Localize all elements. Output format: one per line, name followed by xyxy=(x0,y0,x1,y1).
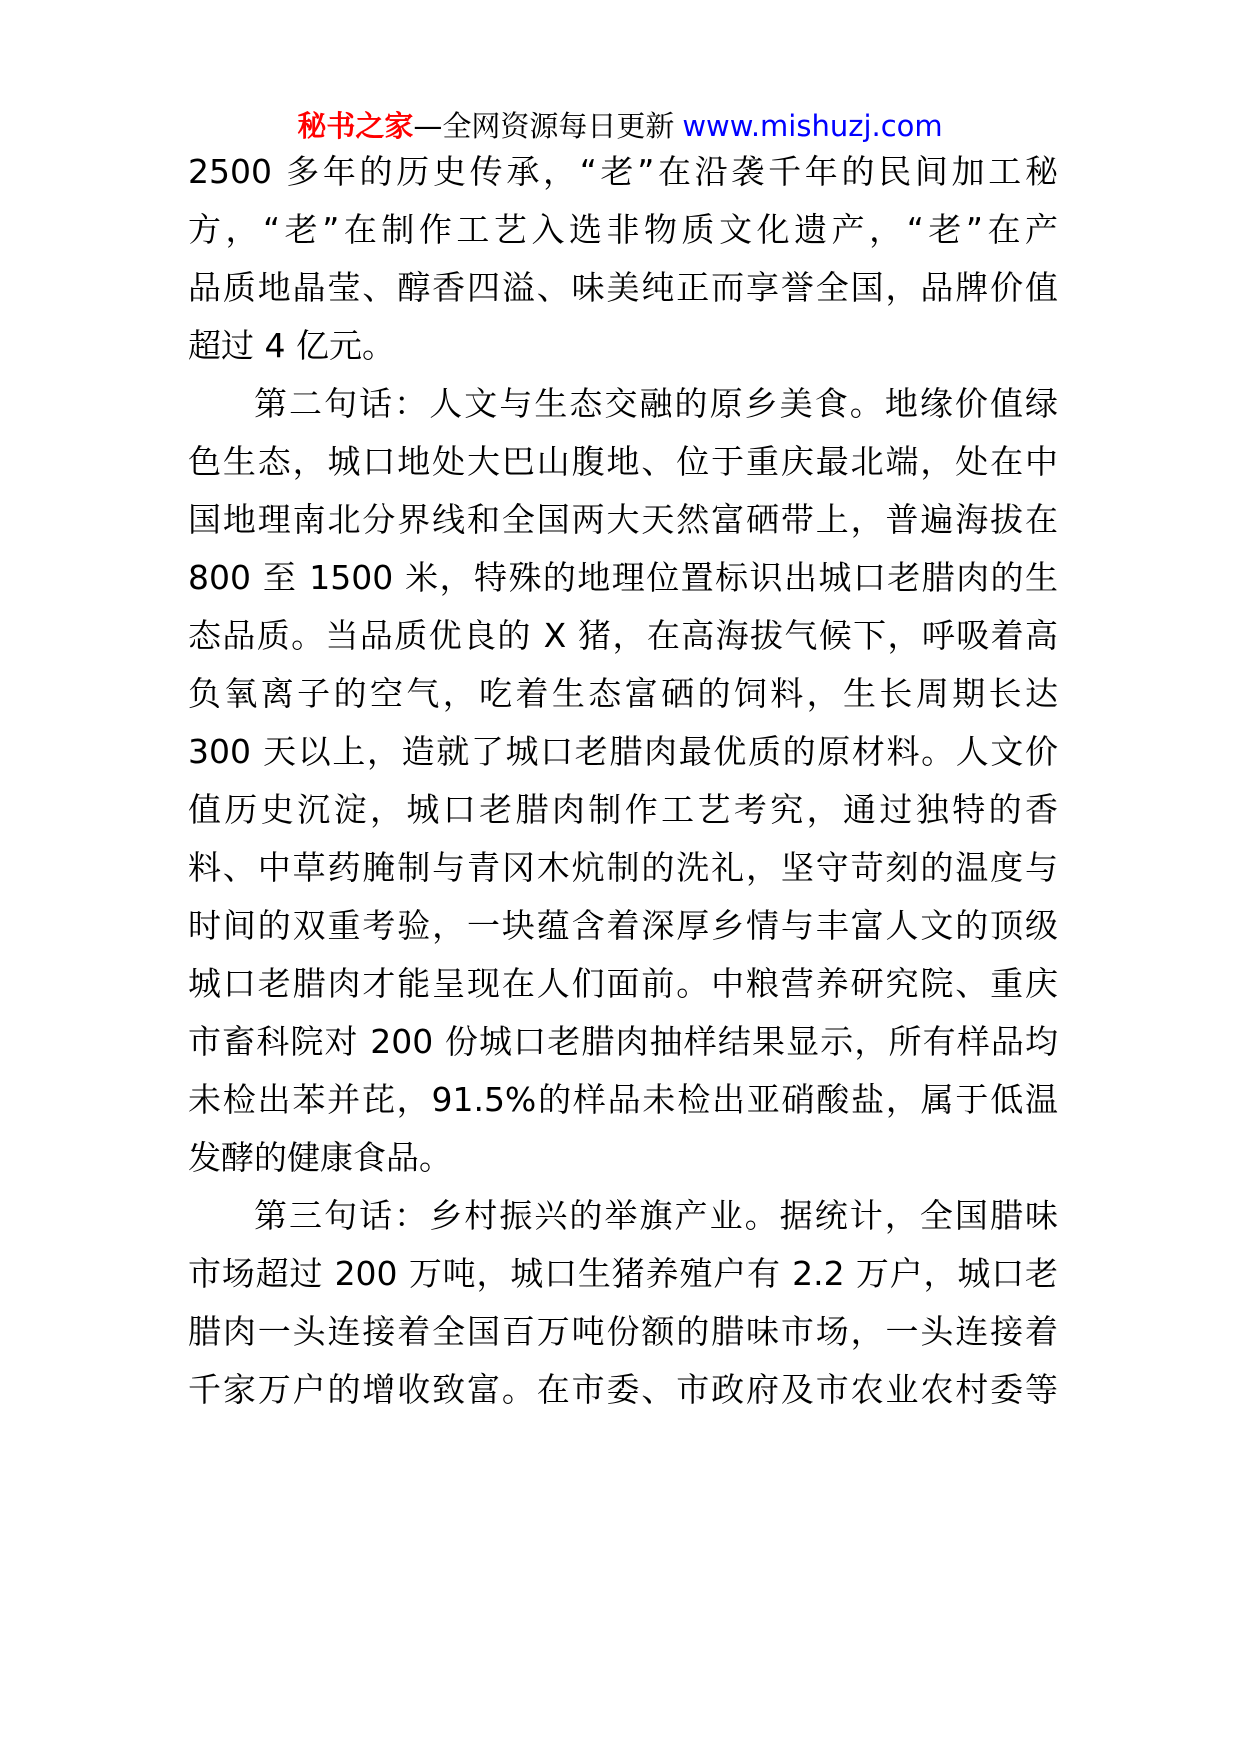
body-text-line: 负氧离子的空气，吃着生态富硒的饲料，生长周期长达 xyxy=(188,674,1058,713)
body-text-line: 国地理南北分界线和全国两大天然富硒带上，普遍海拔在 xyxy=(188,500,1058,539)
body-text-line: 未检出苯并芘，91.5%的样品未检出亚硝酸盐，属于低温 xyxy=(188,1080,1058,1119)
body-text-line: 品质地晶莹、醇香四溢、味美纯正而享誉全国，品牌价值 xyxy=(188,268,1058,307)
body-text-line: 城口老腊肉才能呈现在人们面前。中粮营养研究院、重庆 xyxy=(188,964,1058,1003)
paragraph-first-line: 第三句话：乡村振兴的举旗产业。据统计，全国腊味 xyxy=(254,1196,1058,1235)
body-text-line: 时间的双重考验，一块蕴含着深厚乡情与丰富人文的顶级 xyxy=(188,906,1058,945)
body-text-line: 腊肉一头连接着全国百万吨份额的腊味市场，一头连接着 xyxy=(188,1312,1058,1351)
body-text-line: 发酵的健康食品。 xyxy=(188,1138,452,1177)
body-text-line: 2500 多年的历史传承，“老”在沿袭千年的民间加工秘 xyxy=(188,152,1058,191)
body-text-line: 市畜科院对 200 份城口老腊肉抽样结果显示，所有样品均 xyxy=(188,1022,1058,1061)
site-url-link[interactable]: www.mishuzj.com xyxy=(682,109,943,143)
body-text-line: 800 至 1500 米，特殊的地理位置标识出城口老腊肉的生 xyxy=(188,558,1058,597)
header-slogan: —全网资源每日更新 xyxy=(413,109,675,143)
body-text-line: 值历史沉淀，城口老腊肉制作工艺考究，通过独特的香 xyxy=(188,790,1058,829)
body-text-line: 方，“老”在制作工艺入选非物质文化遗产，“老”在产 xyxy=(188,210,1058,249)
body-text-line: 千家万户的增收致富。在市委、市政府及市农业农村委等 xyxy=(188,1370,1058,1409)
body-text-line: 态品质。当品质优良的 X 猪，在高海拔气候下，呼吸着高 xyxy=(188,616,1058,655)
paragraph-first-line: 第二句话：人文与生态交融的原乡美食。地缘价值绿 xyxy=(254,384,1058,423)
body-text-line: 300 天以上，造就了城口老腊肉最优质的原材料。人文价 xyxy=(188,732,1058,771)
body-text-line: 超过 4 亿元。 xyxy=(188,326,395,365)
body-text-line: 市场超过 200 万吨，城口生猪养殖户有 2.2 万户，城口老 xyxy=(188,1254,1058,1293)
brand-name: 秘书之家 xyxy=(297,109,414,143)
body-text-line: 料、中草药腌制与青冈木炕制的洗礼，坚守苛刻的温度与 xyxy=(188,848,1058,887)
body-text-line: 色生态，城口地处大巴山腹地、位于重庆最北端，处在中 xyxy=(188,442,1058,481)
